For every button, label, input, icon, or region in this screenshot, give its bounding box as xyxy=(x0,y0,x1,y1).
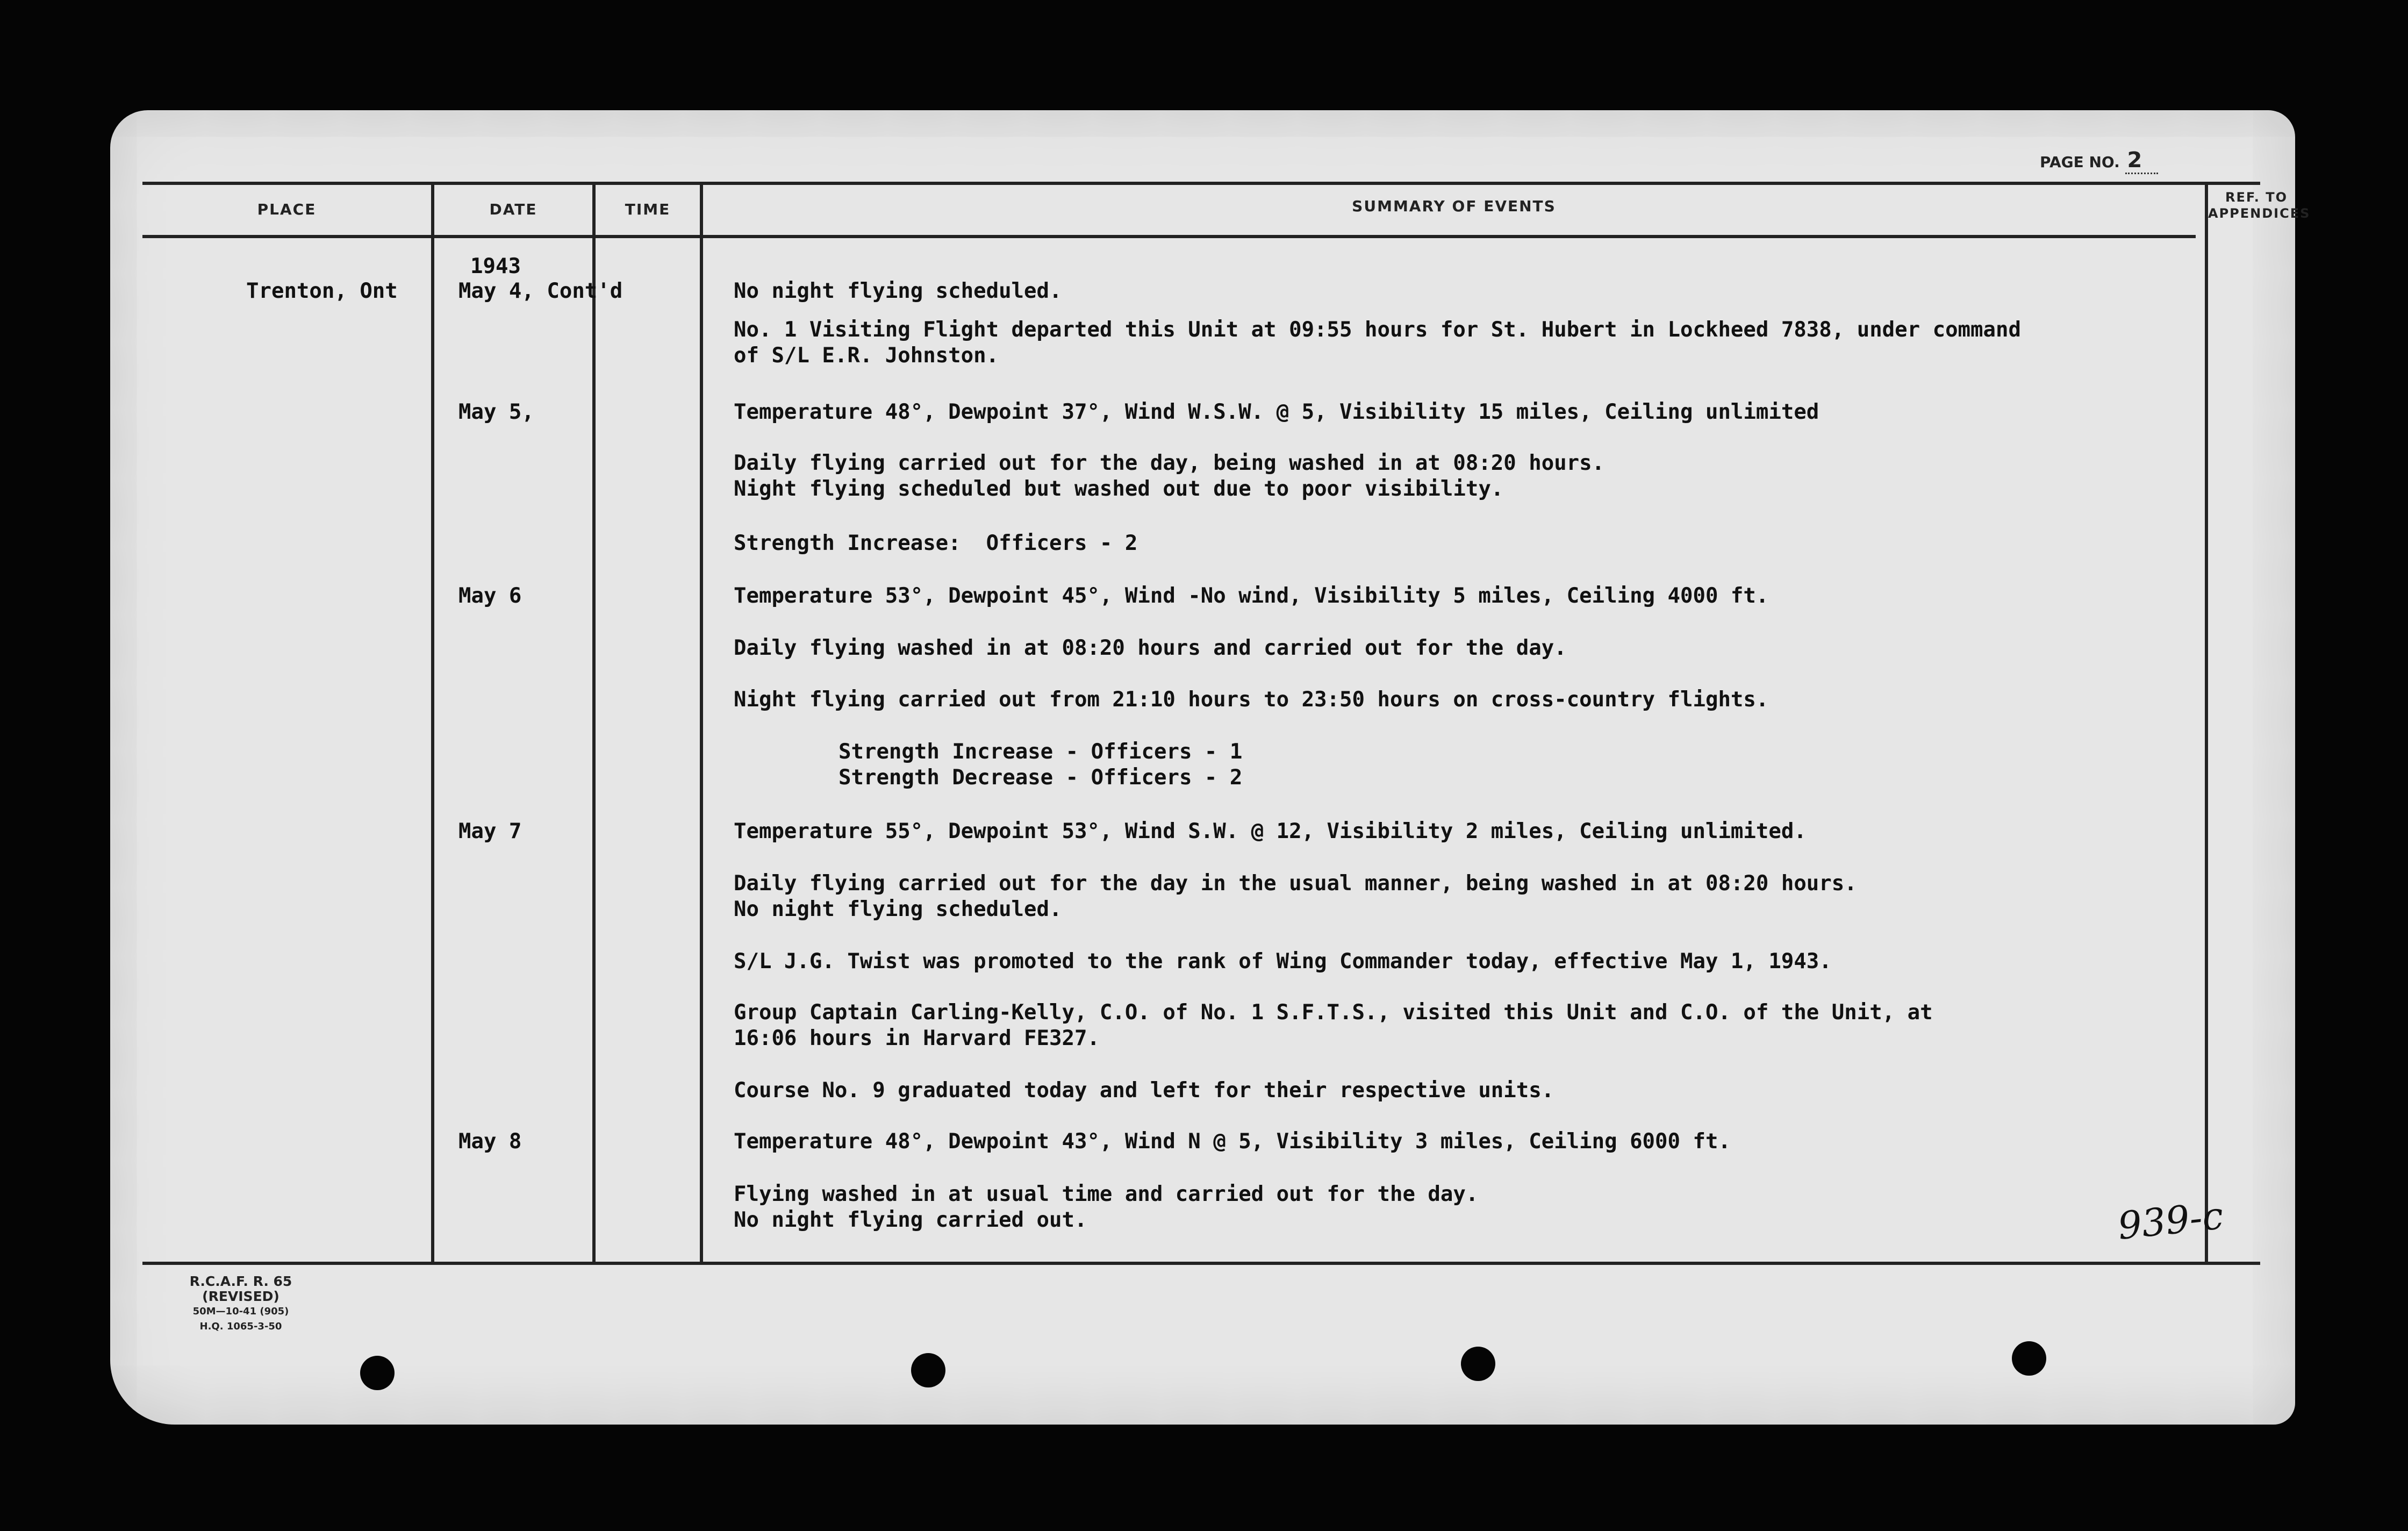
date-may-8: May 8 xyxy=(458,1129,522,1154)
form-number: R.C.A.F. R. 65 (REVISED) xyxy=(189,1274,292,1304)
event-line: Night flying scheduled but washed out due to poor visibility. xyxy=(734,477,1504,501)
table-top-rule xyxy=(142,182,2260,185)
event-line: Temperature 48°, Dewpoint 37°, Wind W.S.W. @ 5, Visibility 15 miles, Ceiling unlimited xyxy=(734,400,1819,424)
event-line: No night flying scheduled. xyxy=(734,279,1062,303)
event-line: No night flying scheduled. xyxy=(734,897,1062,921)
page-number xyxy=(2040,148,2158,173)
date-may-6: May 6 xyxy=(458,584,522,608)
page-number-value: 2 xyxy=(2125,148,2159,174)
form-reference xyxy=(152,1274,329,1334)
form-hq-reference: H.Q. 1065-3-50 xyxy=(199,1321,282,1332)
event-line: of S/L E.R. Johnston. xyxy=(734,344,999,368)
header-date: DATE xyxy=(489,201,538,218)
col-rule-time-summary xyxy=(700,182,703,1265)
event-line: No night flying carried out. xyxy=(734,1208,1087,1232)
event-line: Strength Increase: Officers - 2 xyxy=(734,531,1138,555)
event-line: Temperature 53°, Dewpoint 45°, Wind -No wind, Visibility 5 miles, Ceiling 4000 ft. xyxy=(734,584,1769,608)
header-place: PLACE xyxy=(257,201,317,218)
col-rule-place-date xyxy=(431,182,434,1265)
header-ref-line2: APPENDICES xyxy=(2208,206,2311,221)
diary-sheet xyxy=(110,110,2311,1425)
punch-hole xyxy=(911,1353,945,1387)
event-line: Strength Decrease - Officers - 2 xyxy=(838,766,1243,790)
header-summary: SUMMARY OF EVENTS xyxy=(1352,197,1556,215)
header-time: TIME xyxy=(625,201,671,218)
event-line: Night flying carried out from 21:10 hours to 23:50 hours on cross-country flights. xyxy=(734,688,1769,712)
event-line: Daily flying carried out for the day, being washed in at 08:20 hours. xyxy=(734,451,1605,475)
punch-hole xyxy=(1461,1347,1495,1381)
date-may-7: May 7 xyxy=(458,819,522,843)
punch-hole xyxy=(360,1356,395,1390)
punch-hole xyxy=(2012,1341,2046,1376)
event-line: No. 1 Visiting Flight departed this Unit at 09:55 hours for St. Hubert in Lockheed 7838, under command xyxy=(734,318,2021,342)
event-line: Group Captain Carling-Kelly, C.O. of No. 1 S.F.T.S., visited this Unit and C.O. of the Unit, at xyxy=(734,1000,1933,1025)
form-print-run: 50M—10-41 (905) xyxy=(192,1306,289,1317)
date-may-5: May 5, xyxy=(458,400,534,424)
header-bottom-rule xyxy=(142,235,2196,238)
col-rule-summary-ref xyxy=(2205,182,2208,1265)
page-number-label: PAGE NO. xyxy=(2040,153,2120,171)
col-rule-date-time xyxy=(592,182,596,1265)
header-ref-line1: REF. TO xyxy=(2225,190,2288,205)
date-may-4: May 4, Cont'd xyxy=(458,279,623,303)
event-line: S/L J.G. Twist was promoted to the rank of Wing Commander today, effective May 1, 1943. xyxy=(734,949,1832,974)
event-line: Course No. 9 graduated today and left for their respective units. xyxy=(734,1078,1554,1103)
place-cell: Trenton, Ont xyxy=(246,279,398,303)
event-line: Daily flying carried out for the day in the usual manner, being washed in at 08:20 hours. xyxy=(734,871,1857,896)
event-line: Strength Increase - Officers - 1 xyxy=(838,740,1243,764)
event-line: Daily flying washed in at 08:20 hours and carried out for the day. xyxy=(734,636,1567,660)
year-cell: 1943 xyxy=(470,254,521,278)
table-bottom-rule xyxy=(142,1262,2260,1265)
event-line: Flying washed in at usual time and carried out for the day. xyxy=(734,1182,1479,1206)
event-line: 16:06 hours in Harvard FE327. xyxy=(734,1026,1100,1050)
reference-signature: 939-c xyxy=(2116,1193,2226,1249)
event-line: Temperature 55°, Dewpoint 53°, Wind S.W. @ 12, Visibility 2 miles, Ceiling unlimited. xyxy=(734,819,1807,843)
event-line: Temperature 48°, Dewpoint 43°, Wind N @ 5, Visibility 3 miles, Ceiling 6000 ft. xyxy=(734,1129,1731,1154)
